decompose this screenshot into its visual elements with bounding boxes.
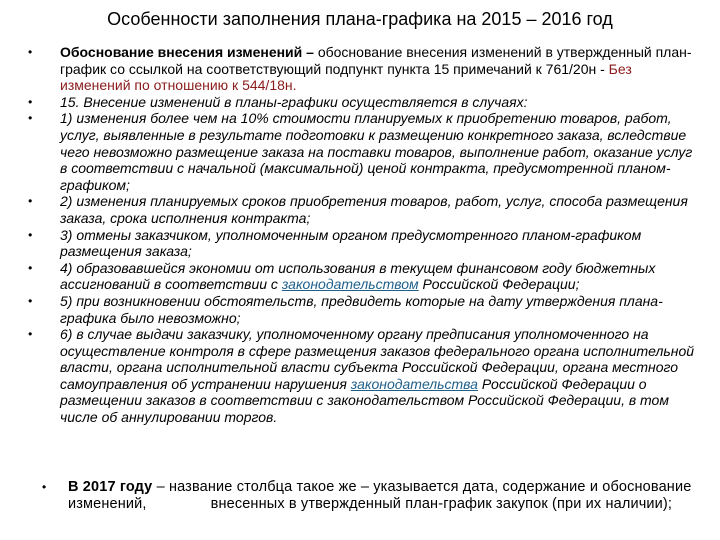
case-1-text: 1) изменения более чем на 10% стоимости планируемых к приобретению товаров, работ, услуг, выявленные в результате подготовки к размещению конкретного заказа, вследствие чего невозможно размещение заказа на поставки товаров, выполнение работ, оказание услуг в соответствии с начальной (максимальной) ценой контракта, предусмотренной планом-графиком; [60,110,693,193]
case-6-text: 6) в случае выдачи заказчику, уполномоченному органу предписания уполномоченного на осуществление контроля в сфере размещения заказов федерального органа исполнительной власти, органа исполнительной власти субъекта Российской Федерации, органа местного самоуправления об устранении нарушения [60,326,695,392]
bullet-icon: • [28,45,33,59]
list-item-2017 [42,479,720,513]
bullet-icon: • [28,293,33,308]
bullet-list [28,44,700,426]
bullet-icon: • [42,480,47,494]
case-4-text-end: Российской Федерации; [418,276,580,293]
list-item-case-4 [28,260,700,293]
page-title: Особенности заполнения плана-графика на 2015 – 2016 год [107,9,613,29]
legislation-link[interactable]: законодательством [281,276,419,293]
bullet-icon: • [28,260,33,275]
no-changes-note: Без изменений по отношению к 544/18н. [60,60,632,94]
bullet-icon: • [28,94,33,109]
year-2017-text: – название столбца такое же – указывается дата, содержание и обоснование изменений, [68,479,692,512]
case-5-text: 5) при возникновении обстоятельств, предвидеть которые на дату утверждения плана-графика было невозможно; [60,292,663,326]
list-item-case-6 [28,326,700,426]
list-item-case-3 [28,227,700,260]
bullet-icon: • [28,327,33,342]
bullet-icon: • [28,194,33,209]
case-2-text: 2) изменения планируемых сроков приобретения товаров, работ, услуг, способа размещения заказа, срока исполнения контракта; [60,193,688,226]
case-4-text: 4) образовавшейся экономии от использования в текущем финансовом году бюджетных ассигнований в соответствии с [60,259,656,293]
legislation-link[interactable]: законодательства [350,375,478,392]
bullet-icon: • [28,111,33,126]
list-item-case-1 [28,110,700,193]
list-item-justification [28,44,700,94]
year-2017-heading: В 2017 году [68,479,153,495]
cases-intro-text: 15. Внесение изменений в планы-графики осуществляется в случаях: [60,93,528,110]
justification-text: обоснование внесения изменений в утвержденный план-график со ссылкой на соответствующий подпункт пункта 15 примечаний к 761/20н - [60,44,692,77]
list-item-cases-intro [28,94,700,111]
year-2017-text-end: внесенных в утвержденный план-график закупок (при их наличии); [210,496,673,512]
bullet-icon: • [28,227,33,242]
case-3-text: 3) отмены заказчиком, уполномоченным органом предусмотренного планом-графиком размещения заказа; [60,226,642,260]
list-item-case-5 [28,293,700,326]
justification-heading: Обоснование внесения изменений – [60,44,314,60]
list-item-case-2 [28,193,700,226]
case-6-text-end: Российской Федерации о размещении заказов в соответствии с законодательством Российской Федерации, в том числе об аннулировании торгов. [60,375,669,426]
